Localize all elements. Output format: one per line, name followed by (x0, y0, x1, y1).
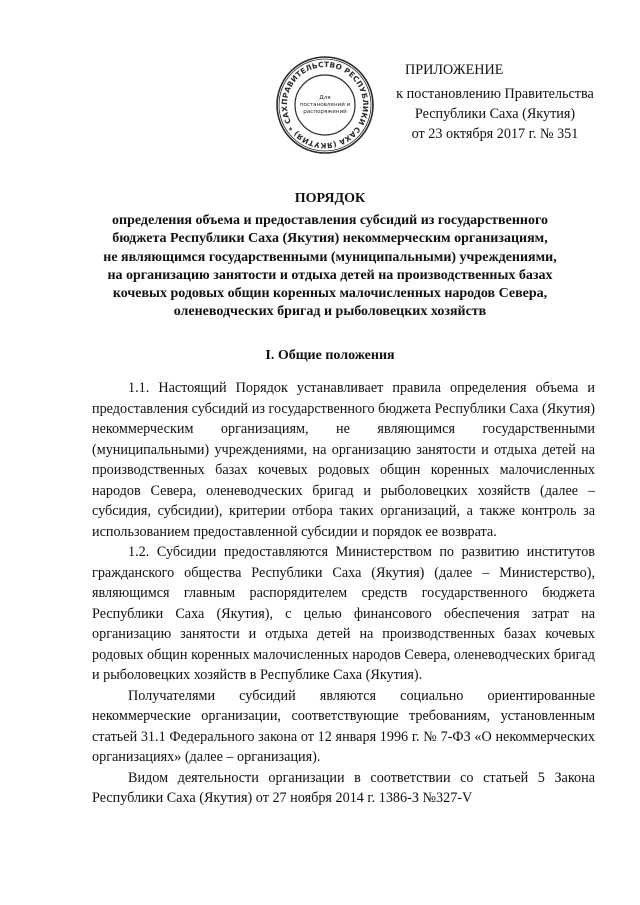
document-body (92, 378, 595, 809)
document-subtitle-line: на организацию занятости и отдыха детей на производственных базах (107, 267, 553, 283)
appendix-line-republic: Республики Саха (Якутия) (414, 106, 576, 122)
paragraph: 1.2. Субсидии предоставляются Министерством по развитию институтов гражданского общества Республики Саха (Якутия) (далее – Министерство), являющимся главным распорядителем средств государственного бюджета Республики Саха (Якутия), с целью финансового обеспечения затрат на организацию занятости и отдыха детей на производственных базах кочевых родовых общин коренных малочисленных народов Севера, оленеводческих бригад и рыболовецких хозяйств в Республике Саха (Якутия). (92, 544, 595, 683)
document-subtitle-line: бюджета Республики Саха (Якутия) некоммерческим организациям, (112, 231, 548, 247)
document-title-block (80, 190, 580, 321)
document-subtitle-line: не являющимся государственными (муниципальными) учреждениями, (103, 249, 557, 265)
appendix-line-date: от 23 октября 2017 г. № 351 (411, 126, 579, 142)
paragraph: 1.1. Настоящий Порядок устанавливает правила определения объема и предоставления субсидий из государственного бюджета Республики Саха (Якутия) некоммерческим организациям, не являющимся государственными (муниципальными) учреждениями, на организацию занятости и отдыха детей на производственных базах кочевых родовых общин коренных малочисленных народов Севера, оленеводческих бригад и рыболовецких хозяйств (далее – субсидия, субсидии), критерии отбора таких организаций, а также контроль за использованием предоставленной субсидии и порядок ее возврата. (92, 380, 595, 540)
svg-text:постановлений и: постановлений и (299, 102, 351, 108)
appendix-title: ПРИЛОЖЕНИЕ (405, 62, 504, 78)
appendix-line-decree: к постановлению Правительства (396, 86, 594, 102)
svg-text:ПРАВИТЕЛЬСТВО РЕСПУБЛИКИ САХА: ПРАВИТЕЛЬСТВО РЕСПУБЛИКИ САХА (ЯКУТИЯ) * САХ (279, 59, 371, 151)
document-subtitle-line: определения объема и предоставления субсидий из государственного (112, 213, 548, 229)
paragraph: Получателями субсидий являются социально ориентированные некоммерческие организации, соответствующие требованиям, установленным статьей 31.1 Федерального закона от 12 января 1996 г. № 7-ФЗ «О некоммерческих организациях» (далее – организация). (92, 687, 595, 765)
document-subtitle-line: кочевых родовых общин коренных малочисленных народов Севера, (112, 286, 548, 302)
appendix-header (350, 60, 610, 144)
paragraph: Видом деятельности организации в соответствии со статьей 5 Закона Республики Саха (Якутия) от 27 ноября 2014 г. 1386-З №327-V (92, 769, 595, 806)
document-title: ПОРЯДОК (294, 191, 366, 206)
svg-text:Для: Для (319, 95, 331, 101)
document-subtitle-line: оленеводческих бригад и рыболовецких хозяйств (173, 304, 487, 320)
svg-text:распоряжений: распоряжений (303, 109, 347, 115)
section-heading: I. Общие положения (265, 348, 395, 363)
